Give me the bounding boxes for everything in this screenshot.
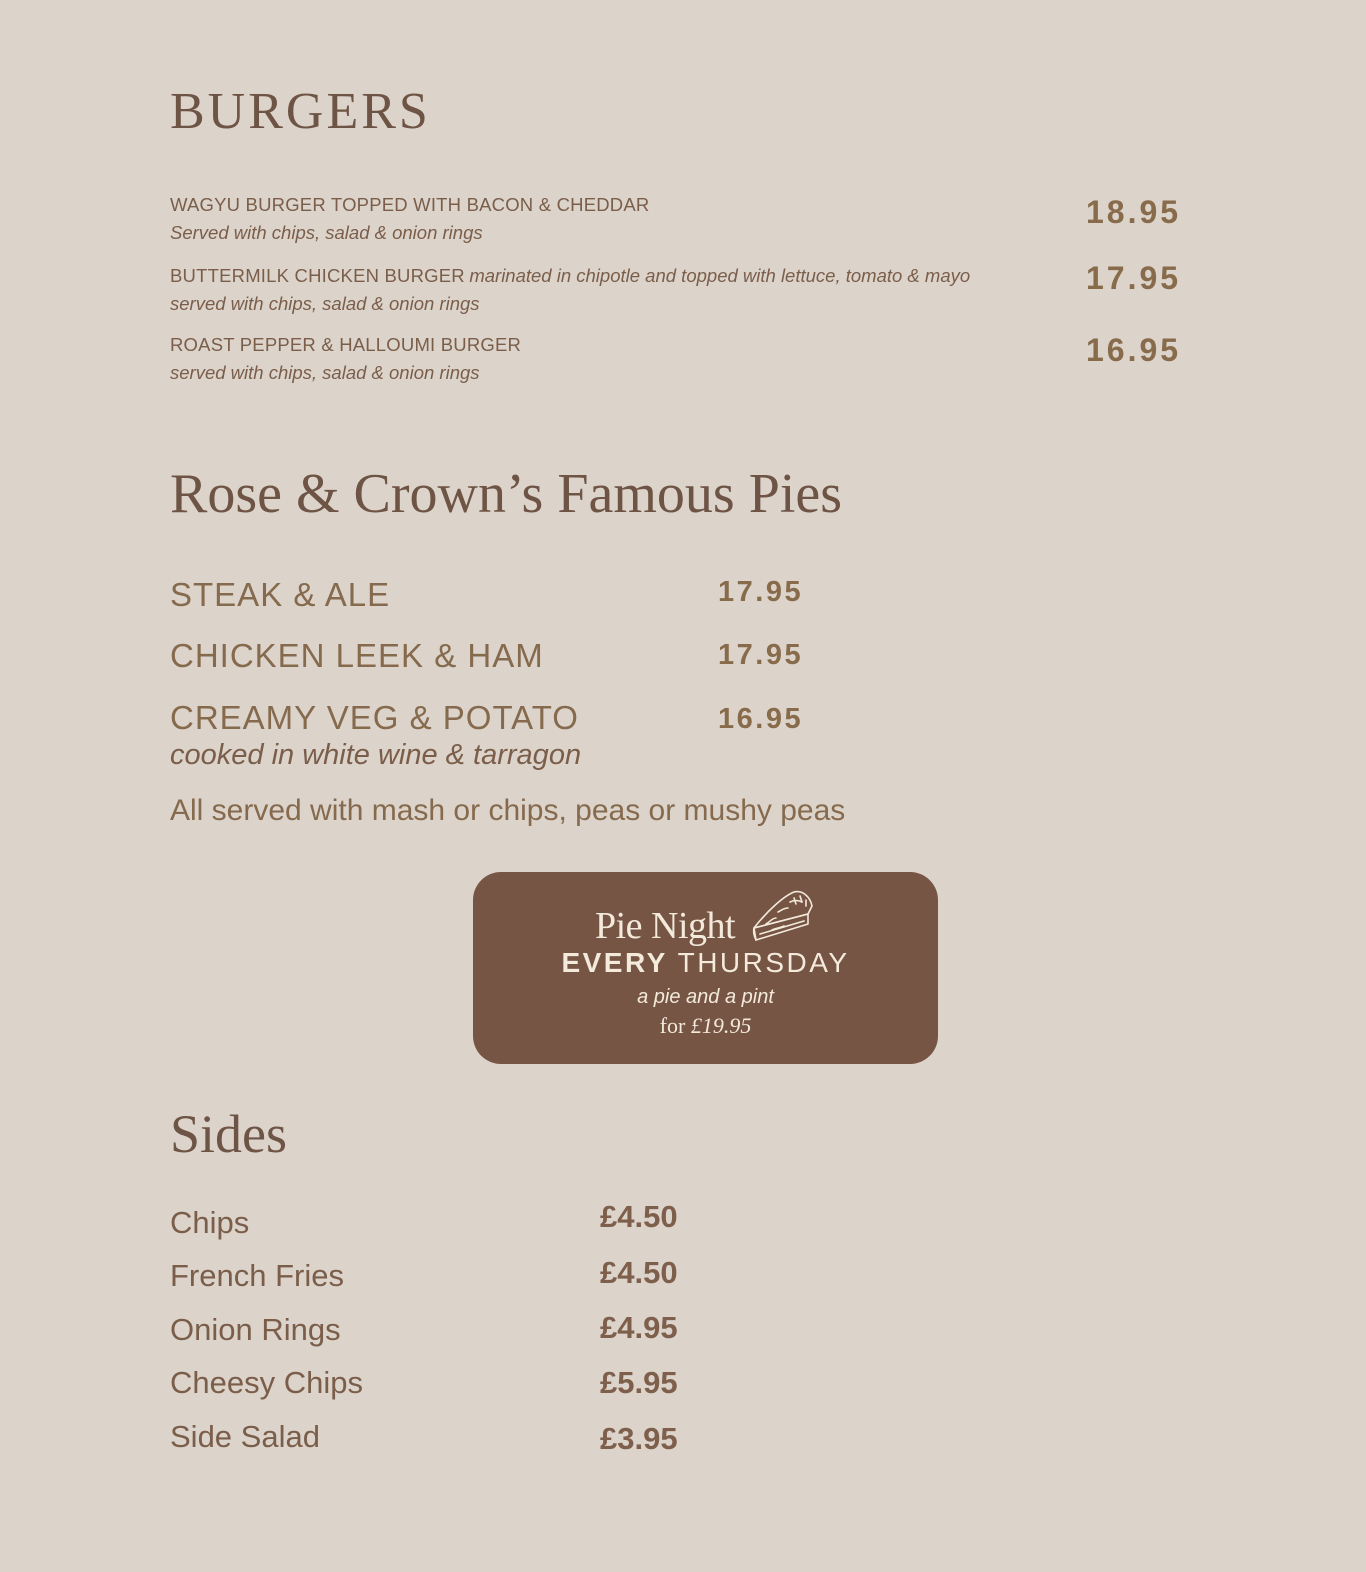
pie-slice-icon <box>750 888 816 956</box>
pie-price: 17.95 <box>718 576 804 608</box>
burger-item-halloumi <box>170 334 1070 384</box>
side-price: £4.95 <box>600 1310 678 1345</box>
burger-name: ROAST PEPPER & HALLOUMI BURGER <box>170 334 522 355</box>
burger-price: 16.95 <box>1086 332 1182 368</box>
burger-sides-note: Served with chips, salad & onion rings <box>170 222 483 243</box>
pie-night-title: Pie Night <box>594 905 736 947</box>
pie-night-price-row <box>473 1013 938 1039</box>
burger-sides-note: served with chips, salad & onion rings <box>170 293 480 314</box>
burger-sides-note: served with chips, salad & onion rings <box>170 362 480 383</box>
pie-night-price: £19.95 <box>690 1013 752 1038</box>
pie-night-every: EVERY <box>561 947 668 978</box>
pie-night-promo <box>473 872 938 1064</box>
pie-night-day: THURSDAY <box>677 947 850 978</box>
pie-name-steak-ale: STEAK & ALE <box>170 576 391 613</box>
side-name-cheesy-chips: Cheesy Chips <box>170 1365 363 1400</box>
side-price: £4.50 <box>600 1255 678 1290</box>
side-name-onion-rings: Onion Rings <box>170 1312 341 1347</box>
pies-heading: Rose & Crown’s Famous Pies <box>170 463 843 525</box>
pie-price: 17.95 <box>718 639 804 671</box>
burger-name: WAGYU BURGER TOPPED WITH BACON & CHEDDAR <box>170 194 650 215</box>
burger-description: marinated in chipotle and topped with lettuce, tomato & mayo <box>469 265 971 286</box>
side-price: £4.50 <box>600 1199 678 1234</box>
burger-price: 18.95 <box>1086 194 1182 230</box>
side-name-chips: Chips <box>170 1205 250 1240</box>
pie-name-chicken-leek-ham: CHICKEN LEEK & HAM <box>170 637 544 674</box>
burger-price: 17.95 <box>1086 260 1182 296</box>
pie-night-day-row <box>473 947 938 979</box>
pies-served-note: All served with mash or chips, peas or mushy peas <box>170 794 846 827</box>
sides-heading: Sides <box>170 1104 288 1164</box>
pie-name-creamy-veg: CREAMY VEG & POTATO <box>170 699 579 736</box>
pie-night-offer: a pie and a pint <box>637 986 774 1008</box>
pie-night-for-label: for <box>659 1013 686 1038</box>
side-name-french-fries: French Fries <box>170 1258 344 1293</box>
burger-name: BUTTERMILK CHICKEN BURGER <box>170 265 465 286</box>
side-price: £5.95 <box>600 1365 678 1400</box>
side-price: £3.95 <box>600 1421 678 1456</box>
burger-item-buttermilk-chicken <box>170 265 1070 315</box>
side-name-side-salad: Side Salad <box>170 1419 320 1454</box>
burger-item-wagyu <box>170 194 1070 244</box>
pie-note: cooked in white wine & tarragon <box>170 739 582 771</box>
pie-price: 16.95 <box>718 703 804 735</box>
burgers-heading: BURGERS <box>170 83 431 140</box>
